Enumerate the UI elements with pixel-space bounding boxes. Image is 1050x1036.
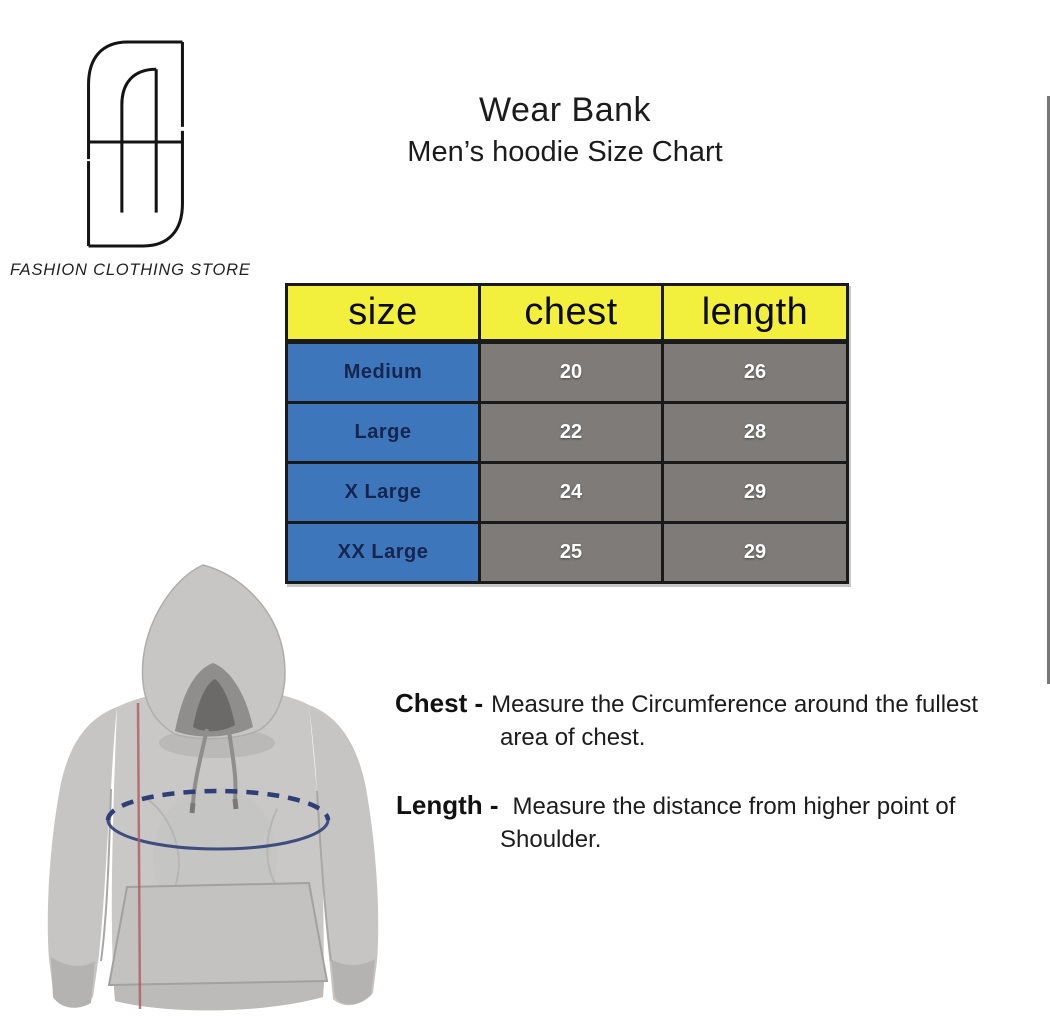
table-row: [287, 403, 848, 463]
chest-cell: 22: [480, 403, 663, 463]
header-row: [287, 285, 848, 342]
chest-note-text: Measure the Circumference around the fullest: [491, 691, 979, 718]
interlocked-monogram-icon: [85, 40, 187, 248]
brand-caption: FASHION CLOTHING STORE: [10, 261, 251, 279]
length-cell: 29: [663, 463, 848, 523]
hoodie-figure: [25, 557, 400, 1036]
chest-cell: 24: [480, 463, 663, 523]
column-header-chest: chest: [480, 285, 663, 342]
length-note-line1: [396, 790, 955, 821]
size-cell: XX Large: [287, 523, 480, 583]
length-note-text: Measure the distance from higher point of: [512, 793, 956, 820]
size-chart-table: [285, 283, 849, 584]
column-header-size: size: [287, 285, 480, 342]
size-cell: Large: [287, 403, 480, 463]
chest-note-line1: [395, 688, 978, 719]
title-block: [340, 90, 790, 170]
length-note-line2: Shoulder.: [500, 826, 602, 853]
column-header-length: length: [663, 285, 848, 342]
length-cell: 28: [663, 403, 848, 463]
chest-cell: 25: [480, 523, 663, 583]
table-row: [287, 342, 848, 403]
table-row: [287, 463, 848, 523]
size-cell: X Large: [287, 463, 480, 523]
size-table-body: [287, 342, 848, 583]
chest-note-line2: area of chest.: [500, 724, 646, 751]
page-subtitle: Men’s hoodie Size Chart: [407, 136, 723, 168]
chest-cell: 20: [480, 342, 663, 403]
page-title: Wear Bank: [478, 91, 652, 129]
length-cell: 26: [663, 342, 848, 403]
size-cell: Medium: [287, 342, 480, 403]
length-note-label: Length -: [396, 790, 499, 820]
length-cell: 29: [663, 523, 848, 583]
chest-note-label: Chest -: [395, 688, 484, 718]
